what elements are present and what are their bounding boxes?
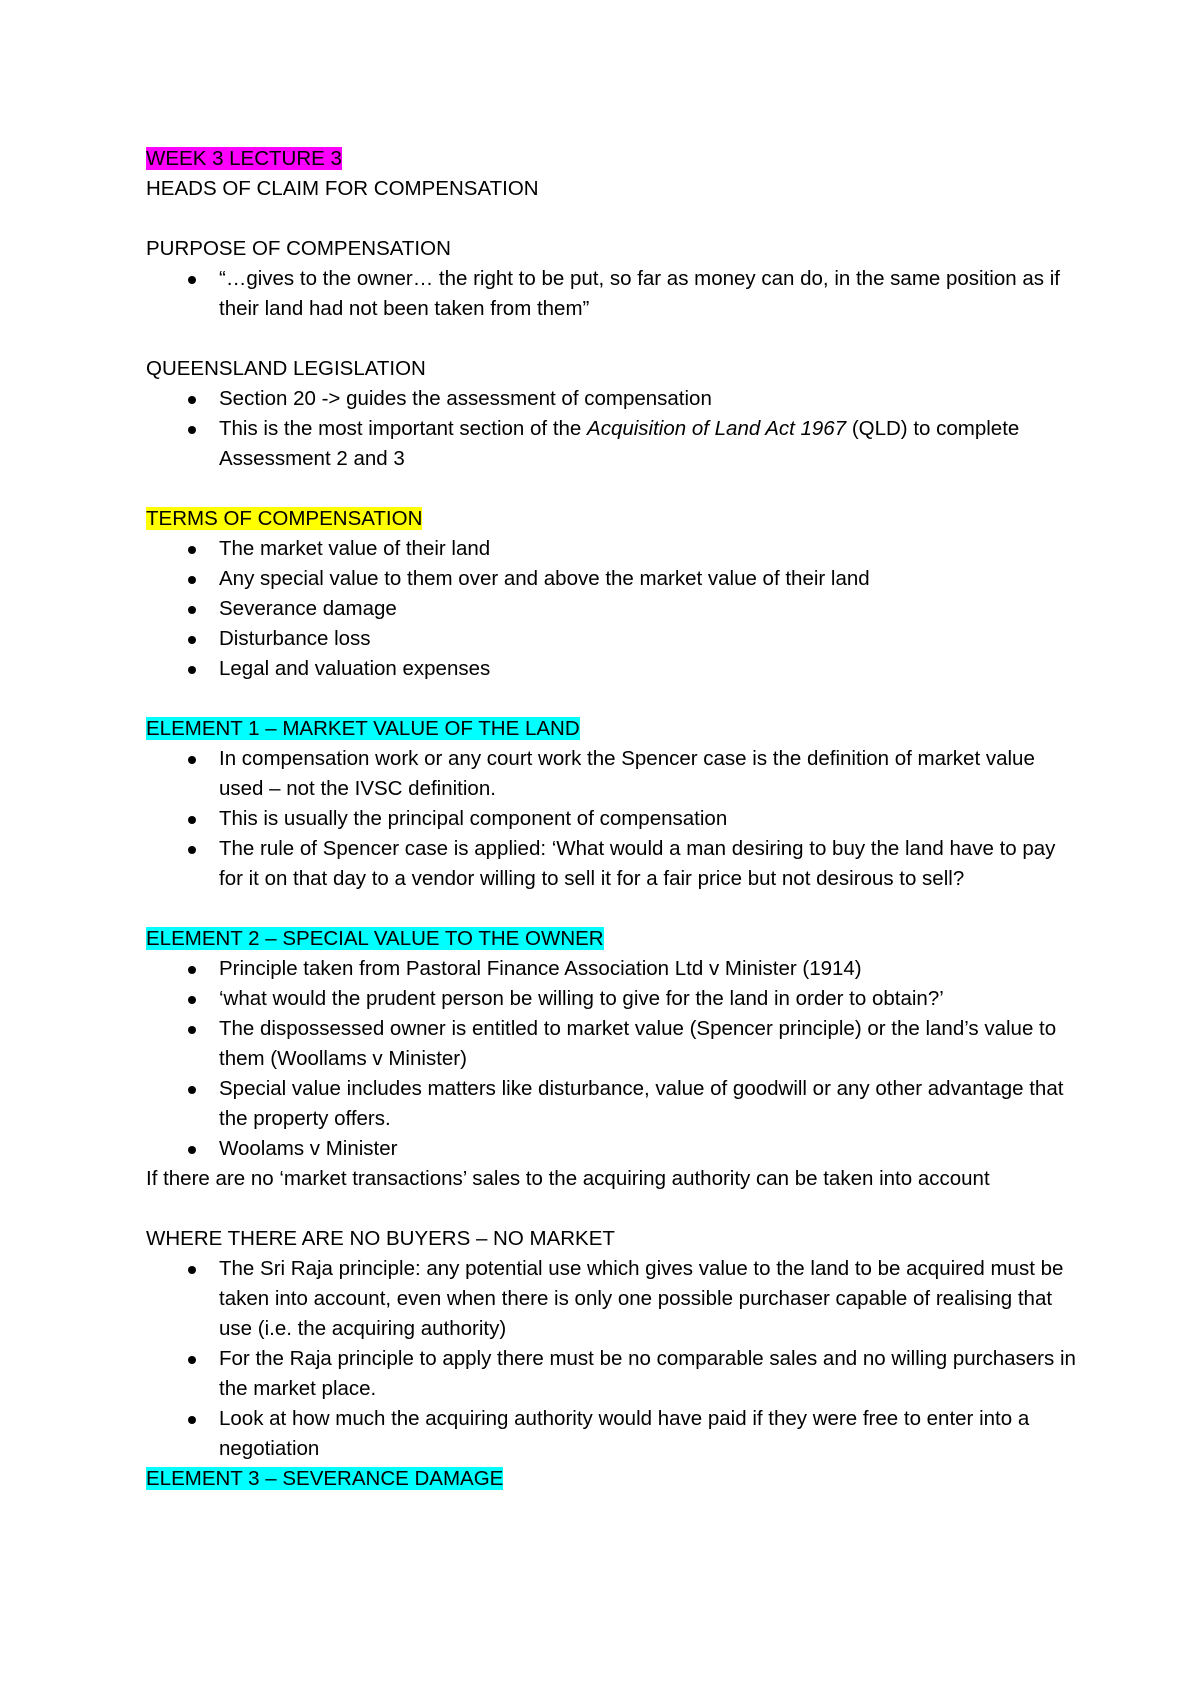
- document-subtitle: HEADS OF CLAIM FOR COMPENSATION: [146, 177, 539, 200]
- section-heading-element-1: [146, 714, 1076, 744]
- list-item-text: Woolams v Minister: [219, 1137, 398, 1160]
- bullet-icon: [188, 1086, 196, 1094]
- list-item: [146, 384, 1076, 414]
- list-item: [146, 1014, 1076, 1074]
- section-heading-element-3: [146, 1464, 1076, 1494]
- list-item-text: This is the most important section of the: [219, 417, 588, 440]
- element-2-highlight: ELEMENT 2 – SPECIAL VALUE TO THE OWNER: [146, 927, 604, 950]
- list-item-text: “…gives to the owner… the right to be put, so far as money can do, in the same position as if their land had not been taken from them”: [219, 267, 1060, 320]
- bullet-icon: [188, 996, 196, 1004]
- list-item: [146, 564, 1076, 594]
- purpose-list: [146, 264, 1076, 324]
- bullet-icon: [188, 606, 196, 614]
- list-item-text: Special value includes matters like disturbance, value of goodwill or any other advantage that the property offers.: [219, 1077, 1064, 1130]
- bullet-icon: [188, 276, 196, 284]
- bullet-icon: [188, 1266, 196, 1274]
- act-title: Acquisition of Land Act 1967: [587, 417, 847, 440]
- list-item: [146, 1254, 1076, 1344]
- list-item-text: Principle taken from Pastoral Finance Association Ltd v Minister (1914): [219, 957, 862, 980]
- list-item-text: The Sri Raja principle: any potential use which gives value to the land to be acquired must be taken into account, even when there is only one possible purchaser capable of realising that use (i.e. the acquiring authority): [219, 1257, 1064, 1340]
- bullet-icon: [188, 816, 196, 824]
- list-item-text: The market value of their land: [219, 537, 491, 560]
- list-item: [146, 1344, 1076, 1404]
- bullet-icon: [188, 1026, 196, 1034]
- section-heading-terms: [146, 504, 1076, 534]
- bullet-icon: [188, 636, 196, 644]
- list-item: [146, 1134, 1076, 1164]
- section-heading-qld: QUEENSLAND LEGISLATION: [146, 357, 426, 380]
- list-item-text: Legal and valuation expenses: [219, 657, 491, 680]
- list-item-text: (QLD) to complete Assessment 2 and 3: [219, 417, 1020, 470]
- bullet-icon: [188, 1146, 196, 1154]
- list-item-text: Disturbance loss: [219, 627, 371, 650]
- list-item-text: ‘what would the prudent person be willing to give for the land in order to obtain?’: [219, 987, 944, 1010]
- bullet-icon: [188, 396, 196, 404]
- list-item: [146, 414, 1076, 474]
- list-item: [146, 624, 1076, 654]
- list-item: [146, 654, 1076, 684]
- section-heading-no-buyers: WHERE THERE ARE NO BUYERS – NO MARKET: [146, 1227, 615, 1250]
- element-2-paragraph: If there are no ‘market transactions’ sales to the acquiring authority can be taken into account: [146, 1167, 990, 1190]
- list-item: [146, 744, 1076, 804]
- document-title: [146, 144, 1076, 174]
- element-3-highlight: ELEMENT 3 – SEVERANCE DAMAGE: [146, 1467, 504, 1490]
- list-item: [146, 984, 1076, 1014]
- qld-list: [146, 384, 1076, 474]
- list-item: [146, 954, 1076, 984]
- bullet-icon: [188, 846, 196, 854]
- title-highlight: WEEK 3 LECTURE 3: [146, 147, 342, 170]
- list-item: [146, 1404, 1076, 1464]
- terms-list: [146, 534, 1076, 684]
- bullet-icon: [188, 756, 196, 764]
- list-item: [146, 594, 1076, 624]
- list-item-text: Any special value to them over and above the market value of their land: [219, 567, 870, 590]
- section-heading-purpose: PURPOSE OF COMPENSATION: [146, 237, 451, 260]
- bullet-icon: [188, 576, 196, 584]
- list-item: [146, 264, 1076, 324]
- bullet-icon: [188, 426, 196, 434]
- element-2-list: [146, 954, 1076, 1164]
- list-item: [146, 534, 1076, 564]
- list-item-text: This is usually the principal component of compensation: [219, 807, 728, 830]
- element-1-list: [146, 744, 1076, 894]
- element-1-highlight: ELEMENT 1 – MARKET VALUE OF THE LAND: [146, 717, 580, 740]
- bullet-icon: [188, 1356, 196, 1364]
- no-buyers-list: [146, 1254, 1076, 1464]
- bullet-icon: [188, 546, 196, 554]
- document-page: [146, 144, 1076, 1494]
- list-item-text: Section 20 -> guides the assessment of compensation: [219, 387, 712, 410]
- list-item-text: Severance damage: [219, 597, 397, 620]
- bullet-icon: [188, 666, 196, 674]
- list-item-text: For the Raja principle to apply there must be no comparable sales and no willing purchasers in the market place.: [219, 1347, 1076, 1400]
- list-item: [146, 834, 1076, 894]
- bullet-icon: [188, 1416, 196, 1424]
- list-item-text: The dispossessed owner is entitled to market value (Spencer principle) or the land’s value to them (Woollams v Minister): [219, 1017, 1057, 1070]
- list-item: [146, 1074, 1076, 1134]
- section-heading-element-2: [146, 924, 1076, 954]
- terms-highlight: TERMS OF COMPENSATION: [146, 507, 423, 530]
- list-item-text: Look at how much the acquiring authority would have paid if they were free to enter into a negotiation: [219, 1407, 1030, 1460]
- list-item-text: The rule of Spencer case is applied: ‘What would a man desiring to buy the land have to pay for it on that day to a vendor willing to sell it for a fair price but not desirous to sell?: [219, 837, 1056, 890]
- bullet-icon: [188, 966, 196, 974]
- list-item-text: In compensation work or any court work the Spencer case is the definition of market value used – not the IVSC definition.: [219, 747, 1035, 800]
- list-item: [146, 804, 1076, 834]
